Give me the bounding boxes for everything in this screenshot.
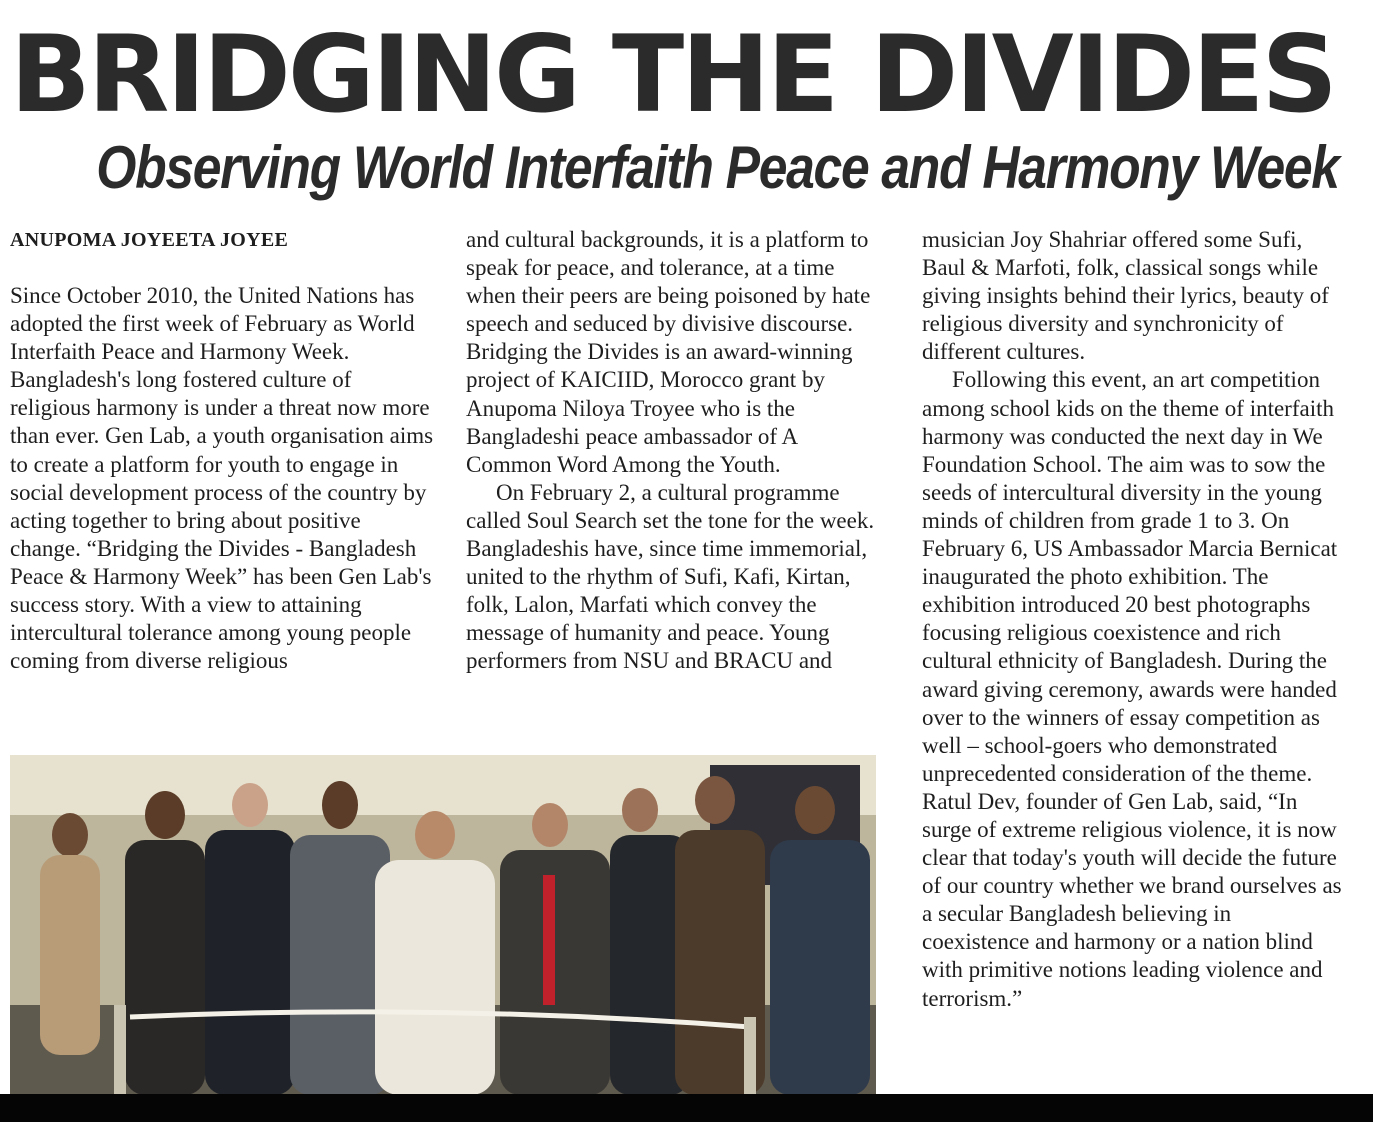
- photo-illustration: [10, 755, 876, 1095]
- paragraph-soul-search: On February 2, a cultural programme called Soul Search set the tone for the week. Bangladeshis have, since time immemorial, united to the rhythm of Sufi, Kafi, Kirtan, folk, Lalon, Marfati which convey the message of humanity and peace. Young performers from NSU and BRACU and: [466, 479, 875, 674]
- subheadline: Observing World Interfaith Peace and Harmony Week: [96, 134, 1339, 201]
- stanchion-right: [744, 1017, 756, 1095]
- article-column-2: [466, 226, 881, 676]
- stanchion-left: [114, 1005, 126, 1095]
- headline: BRIDGING THE DIVIDES: [10, 13, 1335, 136]
- paragraph-exhibition: Following this event, an art competition among school kids on the theme of interfaith harmony was conducted the next day in We Foundation School. The aim was to sow the seeds of intercultural diversity in the young minds of children from grade 1 to 3. On February 6, US Ambassador Marcia Bernicat inaugurated the photo exhibition. The exhibition introduced 20 best photographs focusing religious coexistence and rich cultural ethnicity of Bangladesh. During the award giving ceremony, awards were handed over to the winners of essay competition as well – school-goers who demonstrated unprecedented consideration of the theme. Ratul Dev, founder of Gen Lab, said, “In surge of extreme religious violence, it is now clear that today's youth will decide the future of our country whether we brand ourselves as a secular Bangladesh believing in coexistence and harmony or a nation blind with primitive notions leading violence and terrorism.”: [922, 367, 1342, 1011]
- paragraph-musician: musician Joy Shahriar offered some Sufi, Baul & Marfoti, folk, classical songs while giving insights behind their lyrics, beauty of religious diversity and synchronicity of different cultures.: [922, 227, 1329, 365]
- byline: ANUPOMA JOYEETA JOYEE: [10, 229, 289, 251]
- paragraph-intro: Since October 2010, the United Nations has adopted the first week of February as World Interfaith Peace and Harmony Week. Bangladesh's long fostered culture of religious harmony is under a threat now more than ever. Gen Lab, a youth organisation aims to create a platform for youth to engage in social development process of the country by acting together to bring about positive change. “Bridging the Divides - Bangladesh Peace & Harmony Week” has been Gen Lab's success story. With a view to attaining intercultural tolerance among young people coming from diverse religious: [10, 283, 434, 674]
- article-column-3: [922, 226, 1342, 1013]
- article-column-1: [10, 226, 435, 675]
- ribbon-cutting-photo: [10, 755, 876, 1095]
- bottom-bar: [0, 1094, 1373, 1122]
- paragraph-continued: and cultural backgrounds, it is a platform to speak for peace, and tolerance, at a time when their peers are being poisoned by hate speech and seduced by divisive discourse. Bridging the Divides is an award-winning project of KAICIID, Morocco grant by Anupoma Niloya Troyee who is the Bangladeshi peace ambassador of A Common Word Among the Youth.: [466, 227, 871, 477]
